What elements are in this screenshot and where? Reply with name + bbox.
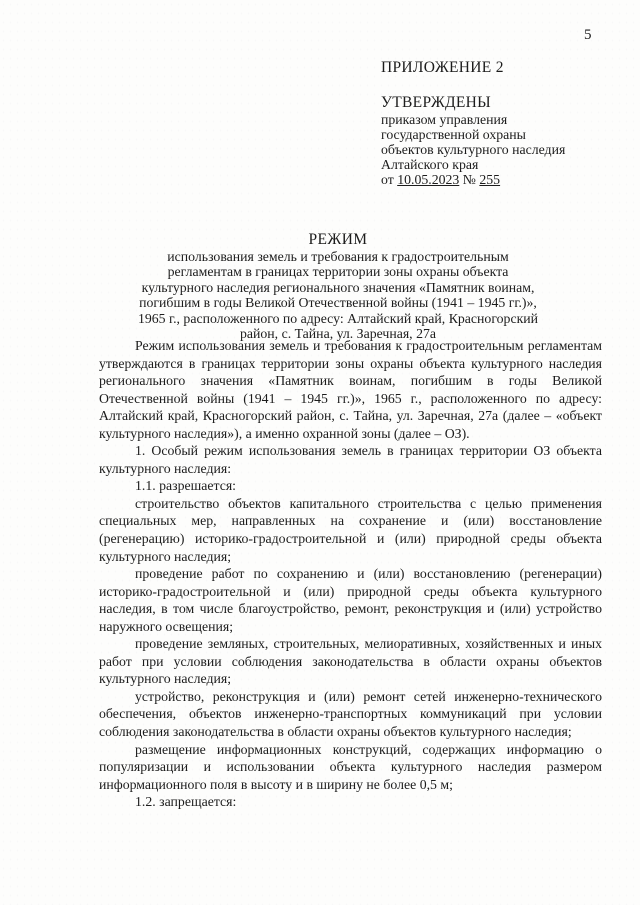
allowed-item: строительство объектов капитального строительства с целью применения специальных мер, направленных на сохранение и (или) восстановление (регенерацию) историко-градостроительной и (или) природной среды объекта культурного наследия; xyxy=(99,495,602,564)
allowed-item: проведение работ по сохранению и (или) восстановлению (регенерации) историко-градостроительной и (или) природной среды объекта культурного наследия, в том числе благоустройство, ремонт, реконструкция и (или) устройство наружного освещения; xyxy=(99,566,602,634)
page-number: 5 xyxy=(584,27,592,43)
title-line: погибшим в годы Великой Отечественной войны (1941 – 1945 гг.)», xyxy=(139,295,537,310)
approval-block xyxy=(381,94,565,187)
title-line: культурного наследия регионального значения «Памятник воинам, xyxy=(141,279,535,295)
appendix-label: ПРИЛОЖЕНИЕ 2 xyxy=(381,59,504,76)
approval-date-line xyxy=(381,172,565,187)
approval-number: 255 xyxy=(479,172,501,187)
title-line: использования земель и требования к градостроительным xyxy=(167,248,509,264)
approval-line: объектов культурного наследия xyxy=(381,142,566,157)
allowed-item: проведение земляных, строительных, мелиоративных, хозяйственных и иных работ при условии соблюдения законодательства в области охраны объектов культурного наследия; xyxy=(99,636,602,687)
allowed-item: устройство, реконструкция и (или) ремонт сетей инженерно-технического обеспечения, объектов инженерно-транспортных коммуникаций при условии соблюдения законодательства в области охраны объектов культурного наследия; xyxy=(99,688,602,740)
intro-paragraph: Режим использования земель и требования к градостроительным регламентам утверждаются в границах территории зоны охраны объекта культурного наследия регионального значения «Памятник воинам, погибшим в годы Великой Отечественной войны (1941 – 1945 гг.)», 1965 г., расположенного по адресу: Алтайский край, Красногорский район, с. Тайна, ул. Заречная, 27а (далее – «объект культурного наследия»), а именно охранной зоны (далее – ОЗ). xyxy=(99,338,602,441)
date-prefix: от xyxy=(381,172,394,187)
approval-line: Алтайского края xyxy=(381,157,479,172)
document-title xyxy=(105,232,571,342)
approval-date: 10.05.2023 xyxy=(397,172,460,187)
section-1-paragraph: 1. Особый режим использования земель в границах территории ОЗ объекта культурного наследия: xyxy=(99,443,602,476)
approved-heading: УТВЕРЖДЕНЫ xyxy=(381,94,491,111)
document-body xyxy=(99,337,602,811)
prohibited-heading: 1.2. запрещается: xyxy=(135,794,237,810)
allowed-item: размещение информационных конструкций, содержащих информацию о популяризации и использовании объекта культурного наследия размером информационного поля в высоту и в ширину не более 0,5 м; xyxy=(99,741,602,792)
allowed-heading: 1.1. разрешается: xyxy=(135,478,237,494)
title-line: район, с. Тайна, ул. Заречная, 27а xyxy=(239,326,436,341)
approval-line: государственной охраны xyxy=(381,127,526,142)
title-line: 1965 г., расположенного по адресу: Алтайский край, Красногорский xyxy=(137,310,539,326)
title-line: регламентам в границах территории зоны охраны объекта xyxy=(167,264,509,279)
title-heading: РЕЖИМ xyxy=(308,231,368,248)
approval-line: приказом управления xyxy=(381,112,508,127)
number-prefix: № xyxy=(462,172,476,187)
